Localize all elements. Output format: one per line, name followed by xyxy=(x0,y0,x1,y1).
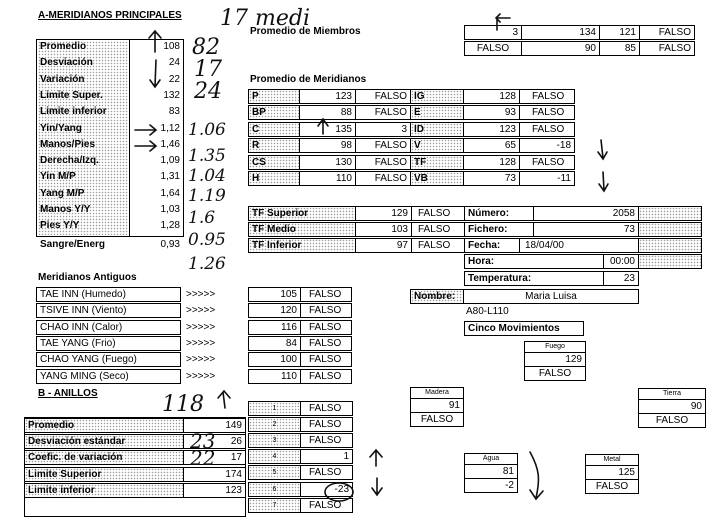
temp-label: Temperatura: xyxy=(464,271,604,286)
stat-label: Yin M/P xyxy=(40,171,76,183)
miembros-cell: FALSO xyxy=(464,41,522,56)
antiguos-title: Meridianos Antiguos xyxy=(38,272,137,283)
stat-value: 1,31 xyxy=(160,171,180,183)
meridianos-title: Promedio de Meridianos xyxy=(250,74,367,85)
ring-flag: 1 xyxy=(300,449,353,464)
nombre-label: Nombre: xyxy=(410,289,464,304)
meridian-value: 65 xyxy=(463,138,520,153)
anillo-stat-label: Limite Superior xyxy=(24,467,184,482)
stat-value: 1,28 xyxy=(160,220,180,232)
numero-label: Número: xyxy=(464,206,534,221)
stat-value: 83 xyxy=(168,106,180,118)
tierra-flag: FALSO xyxy=(638,413,706,428)
handwritten-note: 17 medi xyxy=(220,6,310,31)
miembros-cell: FALSO xyxy=(639,25,695,40)
anillo-stat-label: Coefic. de variación xyxy=(24,450,184,465)
fichero-value: 73 xyxy=(533,222,639,237)
miembros-cell: FALSO xyxy=(639,41,695,56)
antiguo-arrows: >>>>> xyxy=(186,305,216,317)
miembros-cell: 90 xyxy=(521,41,600,56)
miembros-cell: 134 xyxy=(521,25,600,40)
meridian-label: C xyxy=(248,122,300,137)
miembros-title: Promedio de Miembros xyxy=(250,26,361,37)
stat-label: Derecha/Izq. xyxy=(40,155,99,167)
metal-flag: FALSO xyxy=(585,479,639,494)
ring-flag: FALSO xyxy=(300,417,353,432)
ring-flag: FALSO xyxy=(300,433,353,448)
meridian-value: 128 xyxy=(463,89,520,104)
meridian-value: 88 xyxy=(299,105,356,120)
handwritten-note: 118 xyxy=(162,392,204,417)
antiguo-label: CHAO INN (Calor) xyxy=(36,320,181,335)
stat-label: Yin/Yang xyxy=(40,122,82,134)
antiguo-label: TAE INN (Humedo) xyxy=(36,287,181,302)
meridian-value: 135 xyxy=(299,122,356,137)
tf-flag: FALSO xyxy=(411,238,465,253)
stat-label: Pies Y/Y xyxy=(40,220,80,232)
fuego-value: 129 xyxy=(524,352,586,367)
meridian-value: 110 xyxy=(299,171,356,186)
antiguo-arrows: >>>>> xyxy=(186,337,216,349)
tf-label: TF Inferior xyxy=(248,238,356,253)
meridian-value: 73 xyxy=(463,171,520,186)
anillo-stat-value: 26 xyxy=(183,434,246,449)
arrow-right-icon xyxy=(135,141,156,151)
meridian-label: TF xyxy=(410,155,464,170)
meridian-flag: -11 xyxy=(519,171,575,186)
anillo-stat-value: 123 xyxy=(183,483,246,498)
stat-label: Yang M/P xyxy=(40,187,85,199)
anillo-stat-value: 149 xyxy=(183,418,246,433)
agua-label: Agua xyxy=(464,453,518,465)
arrow-up-icon xyxy=(149,31,161,52)
anillo-stat-label: Desviación estándar xyxy=(24,434,184,449)
stat-value: 0,93 xyxy=(160,239,180,250)
meridian-label: CS xyxy=(248,155,300,170)
handwritten-note: 1.35 xyxy=(188,146,226,166)
handwritten-note: 0.95 xyxy=(188,230,226,250)
ring-number: 5 xyxy=(248,465,301,480)
handwritten-note: 1.19 xyxy=(188,186,226,206)
tf-label: TF Medio xyxy=(248,222,356,237)
antiguo-flag: FALSO xyxy=(300,303,352,318)
meridian-flag: FALSO xyxy=(355,89,411,104)
antiguo-arrows: >>>>> xyxy=(186,370,216,382)
anillo-stat-value: 174 xyxy=(183,467,246,482)
tf-value: 97 xyxy=(355,238,412,253)
meridian-flag: FALSO xyxy=(355,171,411,186)
numero-value: 2058 xyxy=(533,206,639,221)
tierra-label: Tierra xyxy=(638,388,706,400)
fichero-label: Fichero: xyxy=(464,222,534,237)
tf-label: TF Superior xyxy=(248,206,356,221)
tf-value: 103 xyxy=(355,222,412,237)
meridian-value: 128 xyxy=(463,155,520,170)
meridian-value: 123 xyxy=(299,89,356,104)
antiguo-label: TSIVE INN (Viento) xyxy=(36,303,181,318)
stat-value: 24 xyxy=(168,57,180,69)
ring-flag: FALSO xyxy=(300,401,353,416)
antiguo-flag: FALSO xyxy=(300,352,352,367)
meridian-label: BP xyxy=(248,105,300,120)
meridian-label: ID xyxy=(410,122,464,137)
temp-value: 23 xyxy=(603,271,639,286)
meridian-label: P xyxy=(248,89,300,104)
meridian-flag: 3 xyxy=(355,122,411,137)
meridian-flag: FALSO xyxy=(519,122,575,137)
agua-value: 81 xyxy=(464,464,518,479)
meridian-flag: FALSO xyxy=(519,89,575,104)
circle-mark-icon xyxy=(325,483,353,501)
miembros-cell: 121 xyxy=(599,25,640,40)
section-b-title: B - ANILLOS xyxy=(38,388,98,399)
arrow-up-icon xyxy=(318,119,328,134)
stat-value: 108 xyxy=(163,41,180,52)
anillo-stat-label: Promedio xyxy=(24,418,184,433)
ring-flag: FALSO xyxy=(300,465,353,480)
meridian-label: R xyxy=(248,138,300,153)
handwritten-note: 1.6 xyxy=(188,208,216,228)
meridian-flag: FALSO xyxy=(355,138,411,153)
tf-value: 129 xyxy=(355,206,412,221)
stat-label: Manos Y/Y xyxy=(40,204,91,215)
fuego-label: Fuego xyxy=(524,341,586,353)
anillo-stat-label: Limite inferior xyxy=(24,483,184,498)
handwritten-note: 1.04 xyxy=(188,166,226,186)
tierra-value: 90 xyxy=(638,399,706,414)
antiguo-label: TAE YANG (Frio) xyxy=(36,336,181,351)
meridian-flag: FALSO xyxy=(355,155,411,170)
handwritten-note: 23 xyxy=(190,429,216,453)
meridian-label: H xyxy=(248,171,300,186)
handwritten-note: 24 xyxy=(194,79,222,104)
arrow-up-icon xyxy=(370,450,382,466)
meridian-flag: -18 xyxy=(519,138,575,153)
fuego-flag: FALSO xyxy=(524,366,586,381)
antiguo-value: 105 xyxy=(248,287,301,302)
ring-flag: FALSO xyxy=(300,498,353,513)
ring-flag: -23 xyxy=(300,482,353,497)
fecha-value: 18/04/00 xyxy=(519,238,639,253)
arrow-left-icon xyxy=(496,14,510,30)
ring-number: 4 xyxy=(248,449,301,464)
stat-label: Desviación xyxy=(40,57,93,69)
arrow-down-icon xyxy=(372,478,382,495)
handwritten-note: 82 xyxy=(192,35,220,60)
antiguo-value: 110 xyxy=(248,369,301,384)
antiguo-flag: FALSO xyxy=(300,320,352,335)
ring-number: 1 xyxy=(248,401,301,416)
antiguo-value: 116 xyxy=(248,320,301,335)
stat-value: 22 xyxy=(168,73,180,85)
antiguo-flag: FALSO xyxy=(300,369,352,384)
madera-flag: FALSO xyxy=(410,412,464,427)
handwritten-note: 17 xyxy=(194,57,222,82)
cinco-label: Cinco Movimientos xyxy=(464,321,584,336)
antiguo-arrows: >>>>> xyxy=(186,289,216,300)
antiguo-flag: FALSO xyxy=(300,287,352,302)
stat-label: Manos/Pies xyxy=(40,138,96,150)
meridian-label: IG xyxy=(410,89,464,104)
nombre-value: Maria Luisa xyxy=(463,289,639,304)
arrow-down-icon xyxy=(598,140,607,159)
meridian-value: 130 xyxy=(299,155,356,170)
handwritten-note: 1.06 xyxy=(188,120,226,140)
handwritten-note: 1.26 xyxy=(188,254,226,274)
stat-value: 1,12 xyxy=(160,122,180,134)
stat-value: 132 xyxy=(163,89,180,101)
antiguo-flag: FALSO xyxy=(300,336,352,351)
fecha-label: Fecha: xyxy=(464,238,520,253)
antiguo-value: 120 xyxy=(248,303,301,318)
antiguo-value: 100 xyxy=(248,352,301,367)
madera-label: Madera xyxy=(410,387,464,399)
stat-label: Promedio xyxy=(40,41,87,52)
meridian-label: E xyxy=(410,105,464,120)
stat-value: 1,09 xyxy=(160,155,180,167)
tf-flag: FALSO xyxy=(411,222,465,237)
antiguo-arrows: >>>>> xyxy=(186,354,216,366)
hora-value: 00:00 xyxy=(603,254,639,269)
meridian-label: VB xyxy=(410,171,464,186)
arrow-up-icon xyxy=(218,391,230,408)
arrow-right-icon xyxy=(135,125,156,135)
stat-label: Limite inferior xyxy=(40,106,107,118)
meridian-value: 98 xyxy=(299,138,356,153)
stat-value: 1,03 xyxy=(160,204,180,215)
hora-label: Hora: xyxy=(464,254,604,269)
stat-label: Limite Super. xyxy=(40,89,103,101)
anillo-stat-value: 17 xyxy=(183,450,246,465)
ring-number: 7 xyxy=(248,498,301,513)
stat-value: 1,64 xyxy=(160,187,180,199)
meridian-flag: FALSO xyxy=(355,105,411,120)
arrow-down-icon xyxy=(530,452,543,499)
miembros-cell: 85 xyxy=(599,41,640,56)
ring-number: 2 xyxy=(248,417,301,432)
meridian-value: 123 xyxy=(463,122,520,137)
stat-value: 1,46 xyxy=(160,138,180,150)
antiguo-label: CHAO YANG (Fuego) xyxy=(36,352,181,367)
antiguo-value: 84 xyxy=(248,336,301,351)
ring-number: 6 xyxy=(248,482,301,497)
stat-label: Sangre/Energ xyxy=(40,239,106,250)
section-a-title: A-MERIDIANOS PRINCIPALES xyxy=(38,10,182,21)
antiguo-arrows: >>>>> xyxy=(186,321,216,333)
handwritten-note: 22 xyxy=(190,446,216,470)
stat-label: Variación xyxy=(40,73,85,85)
ring-number: 3 xyxy=(248,433,301,448)
miembros-cell: 3 xyxy=(464,25,522,40)
madera-value: 91 xyxy=(410,398,464,413)
metal-value: 125 xyxy=(585,465,639,480)
meridian-flag: FALSO xyxy=(519,155,575,170)
antiguo-label: YANG MING (Seco) xyxy=(36,369,181,384)
agua-flag: -2 xyxy=(464,478,518,493)
tf-flag: FALSO xyxy=(411,206,465,221)
meridian-value: 93 xyxy=(463,105,520,120)
code-text: A80-L110 xyxy=(466,306,509,317)
arrow-down-icon xyxy=(599,172,608,191)
metal-label: Metal xyxy=(585,454,639,466)
arrow-down-icon xyxy=(150,60,160,87)
meridian-flag: FALSO xyxy=(519,105,575,120)
meridian-label: V xyxy=(410,138,464,153)
